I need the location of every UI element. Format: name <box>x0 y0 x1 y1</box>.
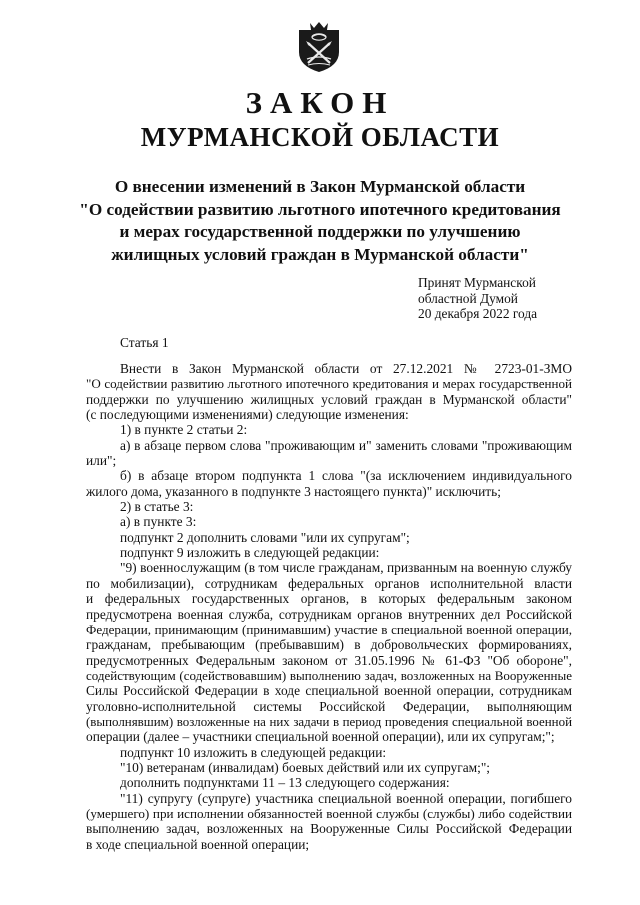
body-line: Федерации, принимающим (принимавшим) участие в специальной военной операции, <box>86 621 572 637</box>
body-line: "10) ветеранам (инвалидам) боевых действий или их супругам;"; <box>120 759 491 775</box>
body-line: гражданам, пребывающим (пребывавшим) в добровольческих формированиях, <box>86 637 572 653</box>
body-line: Внести в Закон Мурманской области от 27.12.2021 № 2723-01-ЗМО <box>120 361 572 376</box>
body-line: подпункт 2 дополнить словами "или их супругам"; <box>120 529 410 545</box>
body-line: Силы Российской Федерации в ходе специальной военной операции, сотрудникам <box>86 683 572 699</box>
region-title: МУРМАНСКОЙ ОБЛАСТИ <box>140 122 500 152</box>
body-line: подпункт 10 изложить в следующей редакции: <box>120 744 387 760</box>
body-line: дополнить подпунктами 11 – 13 следующего содержания: <box>120 775 450 791</box>
subtitle-line: жилищных условий граждан в Мурманской области" <box>111 244 529 264</box>
body-line: (умершего) при исполнении обязанностей военной службы (службы) либо содействии <box>86 805 572 821</box>
body-line: "9) военнослужащим (в том числе гражданам, призванным на военную службу <box>120 560 572 576</box>
body-line: предусмотрена военная служба, сотрудникам органов внутренних дел Российской <box>86 606 572 622</box>
body-line: а) в абзаце первом слова "проживающим и" заменить словами "проживающим <box>120 437 572 453</box>
article-body <box>86 361 572 852</box>
subtitle-line: и мерах государственной поддержки по улучшению <box>119 222 521 241</box>
adoption-line: областной Думой <box>418 290 518 306</box>
body-line: (выполнявшим) возложенные на них задачи в период проведения специальной военной <box>86 713 572 729</box>
body-line: и федеральных государственных органов, в которых федеральным законом <box>86 591 572 607</box>
law-subtitle <box>60 176 580 266</box>
body-line: уголовно-исполнительной системы Российской Федерации, выполняющим <box>86 698 572 714</box>
body-line: "11) супругу (супруге) участника специальной военной операции, погибшего <box>120 790 572 806</box>
body-line: в ходе специальной военной операции; <box>86 836 310 852</box>
body-line: операции (далее – участники специальной военной операции), или их супругам;"; <box>86 729 555 745</box>
law-title: ЗАКОН <box>245 85 395 120</box>
body-line: предусмотренных Федеральным законом от 31.05.1996 № 61-ФЗ "Об обороне", <box>86 652 572 668</box>
body-line: или"; <box>86 453 117 469</box>
body-line: 1) в пункте 2 статьи 2: <box>120 422 248 438</box>
body-line: б) в абзаце втором подпункта 1 слова "(за исключением индивидуального <box>120 468 572 484</box>
body-line: (с последующими изменениями) следующие изменения: <box>86 407 409 423</box>
subtitle-line: О внесении изменений в Закон Мурманской области <box>114 177 526 196</box>
body-line: "О содействии развитию льготного ипотечного кредитования и мерах государственной <box>86 376 572 392</box>
body-line: поддержки по улучшению жилищных условий граждан в Мурманской области" <box>86 391 572 407</box>
body-line: подпункт 9 изложить в следующей редакции: <box>120 545 380 561</box>
body-line: 2) в статье 3: <box>120 499 194 515</box>
body-line: выполнению задач, возложенных на Вооруженные Силы Российской Федерации <box>86 821 572 837</box>
body-line: а) в пункте 3: <box>120 514 197 530</box>
subtitle-line: "О содействии развитию льготного ипотечного кредитования <box>79 199 561 219</box>
adoption-date: 20 декабря 2022 года <box>418 306 538 321</box>
article-heading: Статья 1 <box>120 335 169 350</box>
murmansk-coat-of-arms-icon <box>296 20 342 74</box>
adoption-line: Принят Мурманской <box>418 275 536 290</box>
body-line: по мобилизации), сотрудникам федеральных органов исполнительной власти <box>86 575 572 591</box>
body-line: жилого дома, указанного в подпункте 3 настоящего пункта)" исключить; <box>86 483 501 499</box>
adoption-note <box>418 275 537 322</box>
body-line: содействующим (содействовавшим) выполнению задач, возложенных на Вооруженные <box>86 667 572 683</box>
